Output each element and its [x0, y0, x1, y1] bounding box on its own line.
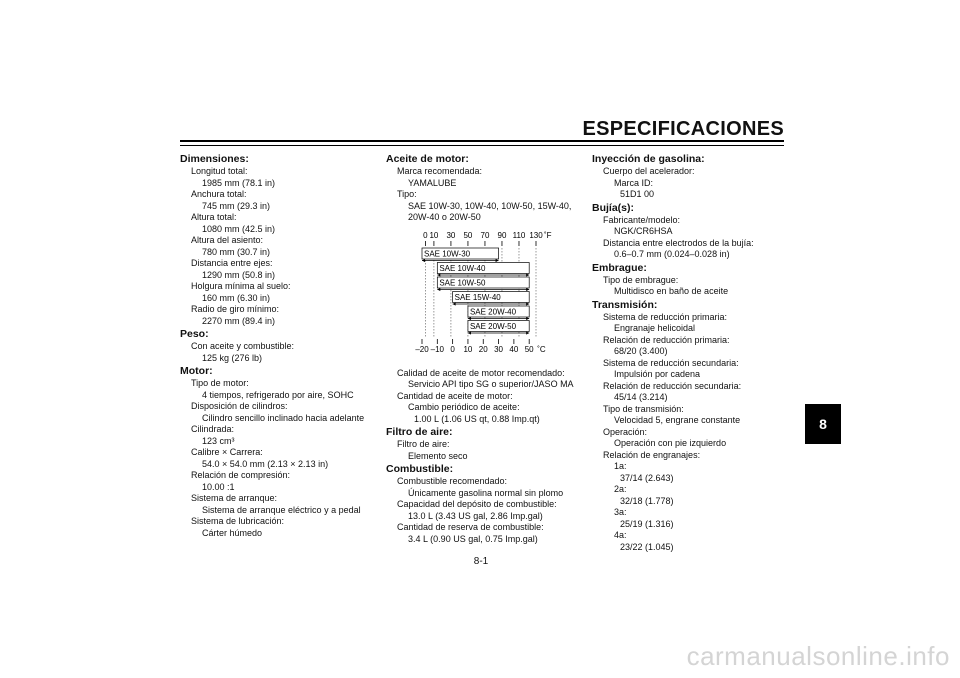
spec-value: 3.4 L (0.90 US gal, 0.75 Imp.gal)	[408, 533, 538, 544]
heading-peso: Peso:	[180, 328, 209, 340]
c-tick-label: 0	[450, 344, 455, 354]
aceite-tipo-value-2: 20W-40 o 20W-50	[408, 212, 481, 222]
spec-label: Relación de reducción secundaria:	[603, 380, 742, 391]
spec-label: Cilindrada:	[191, 424, 235, 434]
oil-viscosity-chart-svg	[386, 228, 592, 364]
page-number: 8-1	[473, 556, 489, 567]
spec-label: Altura del asiento:	[191, 235, 264, 245]
spec-label: Relación de reducción primaria:	[603, 334, 730, 345]
transmision-relacion-label: Relación de engranajes:	[603, 449, 701, 460]
c-unit-label: ˚C	[537, 344, 546, 354]
aceite-tipo-value-1: SAE 10W-30, 10W-40, 10W-50, 15W-40,	[408, 200, 572, 211]
range-bar-label: SAE 20W-40	[469, 307, 517, 316]
inyeccion-marca-value: 51D1 00	[620, 189, 655, 199]
c-tick-label: 20	[478, 344, 488, 354]
spec-value: Impulsión por cadena	[614, 369, 701, 379]
heading-embrague: Embrague:	[592, 261, 647, 274]
spec-label: Longitud total:	[191, 166, 248, 176]
gear-value: 32/18 (1.778)	[620, 495, 674, 506]
spec-label: Distancia entre electrodos de la bujía:	[603, 237, 754, 248]
spec-label: Disposición de cilindros:	[191, 401, 288, 411]
gear-label: 3a:	[614, 507, 627, 517]
range-bar-label: SAE 15W-40	[454, 292, 501, 302]
c-tick-label: –20	[415, 344, 429, 354]
combustible-list	[386, 476, 592, 545]
spec-value: 1080 mm (42.5 in)	[202, 223, 276, 234]
heading-aceite: Aceite de motor:	[386, 153, 469, 165]
spec-value: NGK/CR6HSA	[614, 226, 673, 236]
header-rule-thick	[180, 140, 784, 142]
spec-value: 13.0 L (3.43 US gal, 2.86 Imp.gal)	[408, 510, 543, 521]
spec-value: 10.00 :1	[202, 481, 235, 492]
f-unit-label: ˚F	[544, 230, 552, 240]
transmision-list	[592, 312, 798, 450]
spec-value: Velocidad 5, engrane constante	[614, 415, 741, 425]
spec-label: Tipo de embrague:	[603, 274, 679, 285]
spec-value: 160 mm (6.30 in)	[202, 292, 271, 303]
aceite-cantidad-label: Cantidad de aceite de motor:	[397, 390, 513, 401]
gear-value: 37/14 (2.643)	[620, 472, 674, 483]
heading-inyeccion: Inyección de gasolina:	[592, 153, 705, 165]
gear-label: 1a:	[614, 461, 627, 471]
spec-label: Radio de giro mínimo:	[191, 304, 280, 314]
spec-value: Sistema de arranque eléctrico y a pedal	[202, 504, 361, 515]
spec-label: Holgura mínima al suelo:	[191, 281, 291, 291]
f-tick-label: 10	[429, 230, 439, 240]
f-tick-label: 110	[512, 230, 526, 240]
spec-value: 54.0 × 54.0 mm (2.13 × 2.13 in)	[202, 458, 329, 469]
spec-value: 780 mm (30.7 in)	[202, 246, 271, 257]
range-bar-label: SAE 10W-40	[439, 263, 486, 273]
filtro-list	[386, 439, 592, 462]
range-arrow-right	[526, 302, 529, 305]
spec-value: 745 mm (29.3 in)	[202, 200, 271, 211]
spec-label: Sistema de reducción secundaria:	[603, 357, 739, 368]
motor-list	[180, 378, 386, 539]
inyeccion-cuerpo-label: Cuerpo del acelerador:	[603, 166, 695, 176]
spec-label: Capacidad del depósito de combustible:	[397, 499, 557, 509]
spec-label: Filtro de aire:	[397, 439, 450, 449]
spec-value: 125 kg (276 lb)	[202, 352, 263, 363]
gear-value: 25/19 (1.316)	[620, 518, 674, 529]
spec-value: 1985 mm (78.1 in)	[202, 177, 276, 188]
range-arrow-left	[437, 287, 440, 290]
spec-value: 2270 mm (89.4 in)	[202, 315, 276, 326]
column-3	[592, 152, 798, 553]
aceite-marca-value: YAMALUBE	[408, 177, 457, 188]
c-tick-label: 30	[494, 344, 504, 354]
heading-filtro: Filtro de aire:	[386, 426, 453, 438]
spec-value: 0.6–0.7 mm (0.024–0.028 in)	[614, 249, 730, 259]
range-arrow-right	[526, 331, 529, 334]
column-2	[386, 152, 592, 545]
range-arrow-left	[468, 331, 471, 334]
spec-label: Con aceite y combustible:	[191, 341, 295, 351]
spec-value: Multidisco en baño de aceite	[614, 286, 729, 296]
dimensiones-list	[180, 166, 386, 327]
f-tick-label: 30	[446, 230, 456, 240]
range-bar-label: SAE 10W-30	[424, 249, 471, 258]
f-tick-label: 90	[497, 230, 507, 240]
spec-value: 1290 mm (50.8 in)	[202, 269, 276, 280]
spec-label: Tipo de transmisión:	[603, 403, 684, 414]
spec-value: Elemento seco	[408, 450, 468, 461]
oil-viscosity-chart	[386, 228, 592, 364]
range-arrow-left	[422, 258, 425, 261]
f-tick-label: 70	[480, 230, 490, 240]
gears-list	[592, 461, 798, 553]
spec-label: Sistema de reducción primaria:	[603, 311, 728, 322]
spec-label: Cantidad de reserva de combustible:	[397, 522, 544, 532]
section-tab[interactable]: 8	[805, 404, 841, 444]
spec-value: Engranaje helicoidal	[614, 323, 696, 333]
heading-dimensiones: Dimensiones:	[180, 153, 249, 165]
range-arrow-right	[526, 316, 529, 319]
range-arrow-left	[437, 273, 440, 276]
heading-motor: Motor:	[180, 365, 213, 377]
aceite-cambio-value: 1.00 L (1.06 US qt, 0.88 Imp.qt)	[414, 413, 540, 424]
spec-value: Únicamente gasolina normal sin plomo	[408, 487, 564, 498]
watermark: carmanualsonline.info	[686, 641, 950, 671]
range-arrow-left	[468, 316, 471, 319]
spec-label: Sistema de arranque:	[191, 493, 278, 503]
spec-value: 45/14 (3.214)	[614, 392, 668, 402]
f-tick-label: 50	[463, 230, 473, 240]
bujia-list	[592, 215, 798, 261]
spec-label: Tipo de motor:	[191, 378, 249, 388]
spec-label: Sistema de lubricación:	[191, 516, 285, 526]
c-tick-label: 50	[524, 344, 534, 354]
f-tick-label: 130	[529, 230, 543, 240]
range-arrow-right	[526, 287, 529, 290]
spec-value: Cilindro sencillo inclinado hacia adelante	[202, 412, 365, 423]
aceite-cambio-label: Cambio periódico de aceite:	[408, 402, 520, 412]
gear-label: 2a:	[614, 484, 627, 494]
spec-value: 4 tiempos, refrigerado por aire, SOHC	[202, 389, 354, 400]
aceite-tipo-label: Tipo:	[397, 189, 417, 199]
c-tick-label: 40	[509, 344, 519, 354]
spec-label: Distancia entre ejes:	[191, 258, 273, 268]
spec-label: Calibre × Carrera:	[191, 447, 263, 457]
spec-value: Cárter húmedo	[202, 527, 263, 538]
inyeccion-marca-label: Marca ID:	[614, 177, 654, 188]
c-tick-label: 10	[463, 344, 473, 354]
header-rule-thin	[180, 145, 784, 146]
range-bar-label: SAE 20W-50	[469, 321, 517, 331]
gear-value: 23/22 (1.045)	[620, 541, 674, 552]
aceite-marca-label: Marca recomendada:	[397, 166, 483, 176]
range-arrow-right	[526, 273, 529, 276]
range-arrow-right	[496, 258, 499, 261]
heading-transmision: Transmisión:	[592, 298, 658, 311]
peso-list	[180, 341, 386, 364]
page-title: ESPECIFICACIONES	[582, 118, 784, 140]
embrague-list	[592, 275, 798, 298]
range-bar-label: SAE 10W-50	[439, 278, 486, 287]
spec-value: 123 cm³	[202, 435, 235, 446]
spec-label: Altura total:	[191, 212, 237, 222]
aceite-calidad-value: Servicio API tipo SG o superior/JASO MA	[408, 379, 574, 389]
heading-bujia: Bujía(s):	[592, 201, 634, 214]
column-1	[180, 152, 386, 539]
spec-value: Operación con pie izquierdo	[614, 438, 727, 448]
spec-label: Combustible recomendado:	[397, 476, 508, 486]
spec-label: Fabricante/modelo:	[603, 214, 681, 225]
spec-label: Operación:	[603, 426, 648, 437]
gear-label: 4a:	[614, 530, 627, 540]
c-tick-label: –10	[430, 344, 444, 354]
spec-value: 68/20 (3.400)	[614, 346, 668, 356]
spec-label: Relación de compresión:	[191, 470, 291, 480]
spec-label: Anchura total:	[191, 189, 247, 199]
range-arrow-left	[453, 302, 456, 305]
heading-combustible: Combustible:	[386, 463, 454, 475]
f-tick-label: 0	[423, 230, 428, 240]
aceite-calidad-label: Calidad de aceite de motor recomendado:	[397, 367, 565, 378]
